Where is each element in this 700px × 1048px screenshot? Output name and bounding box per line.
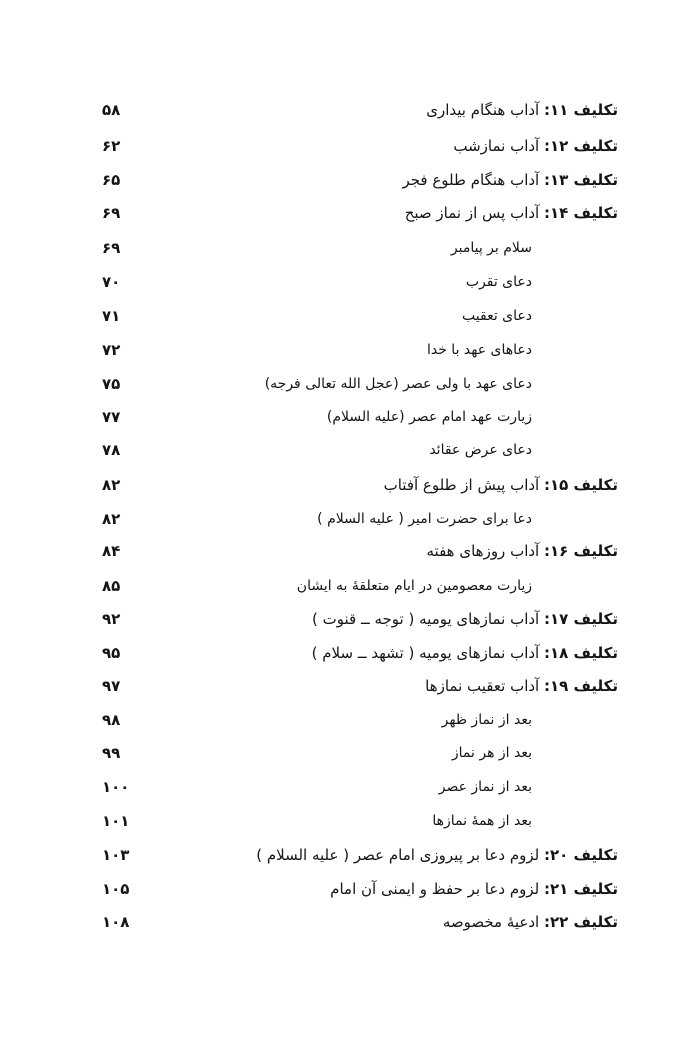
- toc-row: [0, 741, 700, 765]
- toc-entry: [317, 507, 532, 531]
- page-number: ۸۲: [102, 476, 121, 494]
- entry-title: آداب هنگام بیداری: [426, 101, 540, 119]
- toc-row: [0, 201, 700, 225]
- toc-entry: [439, 775, 532, 799]
- entry-title: لزوم دعا بر پیروزی امام عصر ( علیه السلام ): [256, 846, 540, 864]
- entry-title: زیارت عهد امام عصر (علیه السلام): [326, 409, 532, 425]
- entry-title: آداب نمازهای یومیه ( توجه ــ قنوت ): [311, 610, 540, 628]
- toc-entry: [427, 539, 618, 563]
- toc-row: [0, 641, 700, 665]
- entry-title: آداب پیش از طلوع آفتاب: [383, 476, 540, 494]
- toc-entry: [327, 405, 532, 429]
- toc-entry: [442, 708, 532, 732]
- toc-row: [0, 270, 700, 294]
- entry-title: سلام بر پیامبر: [450, 240, 532, 256]
- page-number: ۸۴: [102, 542, 121, 560]
- assignment-label: تکلیف ۱۱:: [544, 101, 618, 119]
- toc-entry: [432, 809, 532, 833]
- toc-row: [0, 338, 700, 362]
- toc-entry: [405, 201, 618, 225]
- toc-entry: [312, 641, 618, 665]
- entry-title: دعای عرض عقائد: [429, 442, 532, 458]
- toc-entry: [402, 168, 618, 192]
- page-number: ۷۲: [102, 341, 121, 359]
- entry-title: آداب پس از نماز صبح: [404, 204, 540, 222]
- toc-row: [0, 304, 700, 328]
- assignment-label: تکلیف ۱۹:: [544, 677, 618, 695]
- page-number: ۷۷: [102, 408, 121, 426]
- page-number: ۶۲: [102, 137, 121, 155]
- toc-row: [0, 607, 700, 631]
- toc-entry: [265, 372, 532, 396]
- toc-entry: [462, 304, 532, 328]
- entry-title: لزوم دعا بر حفظ و ایمنی آن امام: [330, 880, 540, 898]
- page-number: ۷۵: [102, 375, 121, 393]
- entry-title: ادعیهٔ مخصوصه: [442, 913, 540, 931]
- entry-title: دعای تقرب: [465, 274, 532, 290]
- page-number: ۸۲: [102, 510, 121, 528]
- toc-row: [0, 236, 700, 260]
- toc-entry: [312, 607, 618, 631]
- entry-title: آداب روزهای هفته: [426, 542, 540, 560]
- toc-row: [0, 438, 700, 462]
- toc-row: [0, 674, 700, 698]
- assignment-label: تکلیف ۱۷:: [544, 610, 618, 628]
- page-number: ۶۹: [102, 239, 121, 257]
- page-number: ۹۵: [102, 644, 121, 662]
- toc-row: [0, 372, 700, 396]
- toc-entry: [451, 236, 532, 260]
- entry-title: آداب نمازهای یومیه ( تشهد ــ سلام ): [311, 644, 540, 662]
- page-number: ۹۲: [102, 610, 121, 628]
- toc-row: [0, 809, 700, 833]
- toc-row: [0, 574, 700, 598]
- page-number: ۱۰۵: [102, 880, 130, 898]
- toc-entry: [330, 877, 618, 901]
- page-number: ۸۵: [102, 577, 121, 595]
- assignment-label: تکلیف ۱۸:: [544, 644, 618, 662]
- entry-title: آداب نمازشب: [453, 137, 540, 155]
- page-number: ۵۸: [102, 101, 121, 119]
- toc-entry: [452, 741, 532, 765]
- page-number: ۱۰۱: [102, 812, 130, 830]
- page-number: ۷۸: [102, 441, 121, 459]
- assignment-label: تکلیف ۱۳:: [544, 171, 618, 189]
- entry-title: آداب هنگام طلوع فجر: [402, 171, 540, 189]
- page-number: ۱۰۸: [102, 913, 130, 931]
- toc-row: [0, 877, 700, 901]
- entry-title: بعد از نماز عصر: [438, 779, 532, 795]
- assignment-label: تکلیف ۱۶:: [544, 542, 618, 560]
- toc-row: [0, 473, 700, 497]
- toc-entry: [427, 338, 532, 362]
- page-number: ۷۱: [102, 307, 121, 325]
- entry-title: دعاهای عهد با خدا: [426, 342, 532, 358]
- assignment-label: تکلیف ۲۰:: [544, 846, 618, 864]
- toc-row: [0, 910, 700, 934]
- toc-row: [0, 843, 700, 867]
- page-number: ۱۰۳: [102, 846, 130, 864]
- page-number: ۹۹: [102, 744, 121, 762]
- toc-entry: [384, 473, 618, 497]
- entry-title: دعای عهد با ولی عصر (عجل الله تعالی فرجه): [264, 376, 532, 392]
- toc-row: [0, 134, 700, 158]
- page-number: ۹۷: [102, 677, 121, 695]
- entry-title: دعای تعقیب: [462, 308, 532, 324]
- assignment-label: تکلیف ۲۱:: [544, 880, 618, 898]
- assignment-label: تکلیف ۱۴:: [544, 204, 618, 222]
- page-number: ۶۵: [102, 171, 121, 189]
- toc-entry: [429, 438, 532, 462]
- toc-entry: [425, 674, 618, 698]
- toc-row: [0, 539, 700, 563]
- toc-row: [0, 507, 700, 531]
- entry-title: آداب تعقیب نمازها: [425, 677, 540, 695]
- toc-row: [0, 168, 700, 192]
- toc-entry: [453, 134, 618, 158]
- entry-title: دعا برای حضرت امیر ( علیه السلام ): [317, 511, 532, 527]
- page-number: ۹۸: [102, 711, 121, 729]
- toc-row: [0, 708, 700, 732]
- toc-entry: [256, 843, 618, 867]
- assignment-label: تکلیف ۲۲:: [544, 913, 618, 931]
- toc-entry: [297, 574, 532, 598]
- entry-title: بعد از هر نماز: [451, 745, 532, 761]
- toc-row: [0, 98, 700, 122]
- entry-title: بعد از همهٔ نمازها: [432, 813, 532, 829]
- page-number: ۶۹: [102, 204, 121, 222]
- page-number: ۷۰: [102, 273, 121, 291]
- assignment-label: تکلیف ۱۲:: [544, 137, 618, 155]
- assignment-label: تکلیف ۱۵:: [544, 476, 618, 494]
- toc-row: [0, 775, 700, 799]
- entry-title: بعد از نماز ظهر: [441, 712, 532, 728]
- page-number: ۱۰۰: [102, 778, 130, 796]
- toc-entry: [426, 98, 618, 122]
- toc-entry: [443, 910, 618, 934]
- entry-title: زیارت معصومین در ایام متعلقهٔ به ایشان: [296, 578, 532, 594]
- toc-row: [0, 405, 700, 429]
- toc-entry: [466, 270, 532, 294]
